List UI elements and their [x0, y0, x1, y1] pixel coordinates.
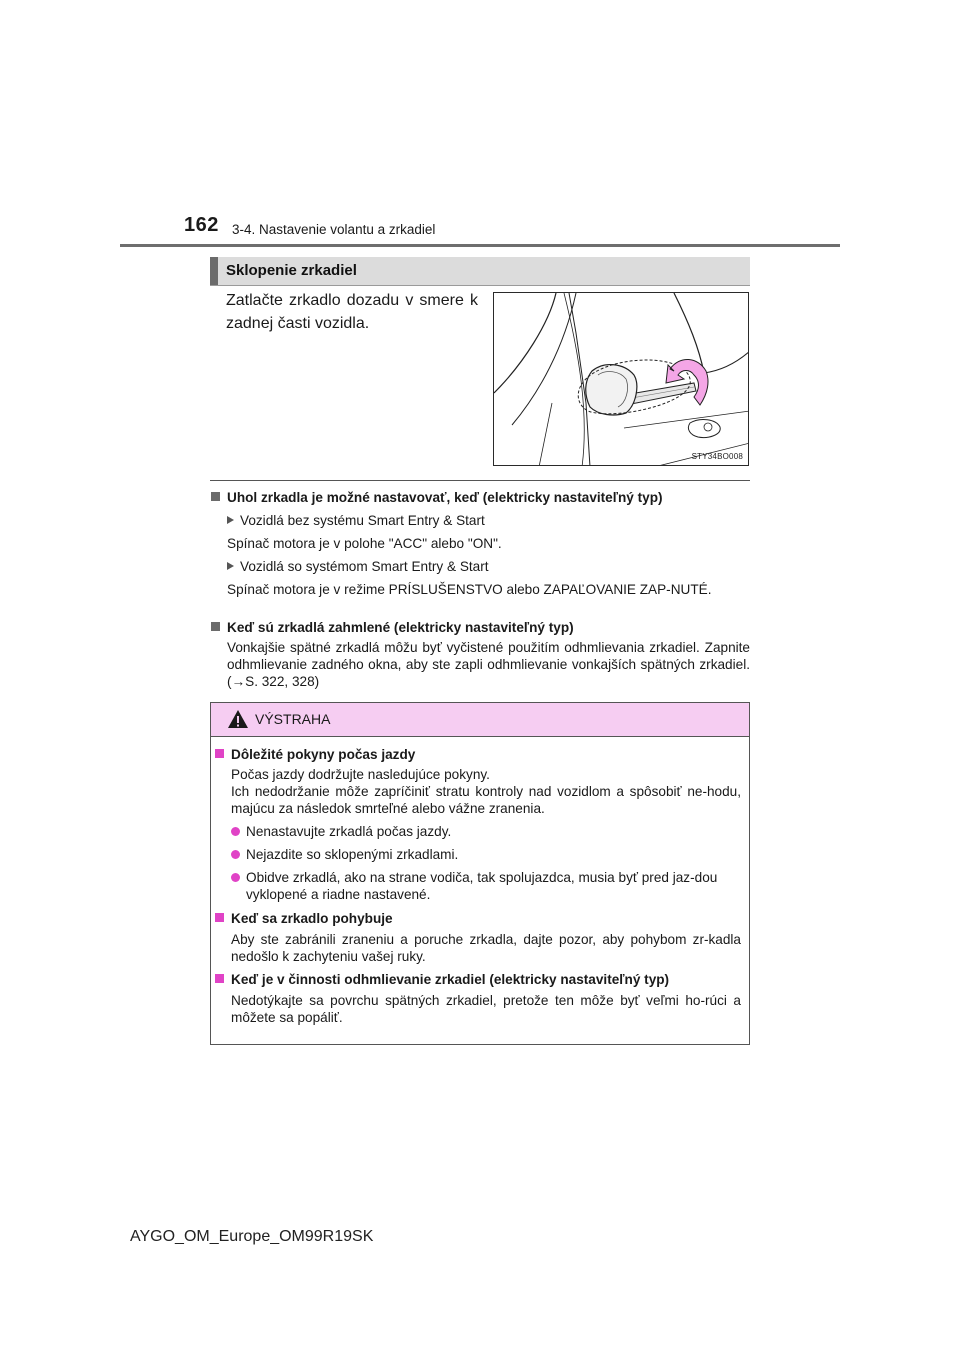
square-bullet-icon: [215, 749, 224, 758]
warning-section-defogger: [211, 971, 749, 1026]
square-bullet-icon: [215, 913, 224, 922]
bullet-text: Nejazdite so sklopenými zrkadlami.: [246, 847, 459, 862]
note-heading-text: Uhol zrkadla je možné nastavovať, keď (elektricky nastaviteľný typ): [227, 490, 663, 505]
page-number: 162: [184, 214, 219, 236]
condition-description: Spínač motora je v režime PRÍSLUŠENSTVO alebo ZAPAĽOVANIE ZAP-NUTÉ.: [227, 582, 712, 597]
note-body: Vonkajšie spätné zrkadlá môžu byť vyčistené použitím odhmlievania zrkadiel. Zapnite odhmlievanie zadného okna, aby ste zapli odhmlievanie vonkajších spätných zrkadiel. (→S. 322, 328): [227, 640, 750, 689]
note-mirror-adjustment: [210, 489, 750, 598]
warning-box: [210, 702, 750, 1045]
mirror-illustration-svg: [494, 293, 749, 466]
subsection-title: Sklopenie zrkadiel: [226, 262, 357, 279]
section-separator: [210, 480, 750, 481]
warning-heading-text: Keď je v činnosti odhmlievanie zrkadiel (elektricky nastaviteľný typ): [231, 972, 670, 987]
warning-bullet: [231, 869, 741, 903]
warning-section-moving: [211, 910, 749, 965]
note-heading: [210, 489, 750, 506]
mirror-fold-illustration: [493, 292, 749, 466]
bullet-text: Obidve zrkadlá, ako na strane vodiča, tak spolujazdca, musia byť pred jaz-dou vyklopené a riadne nastavené.: [246, 870, 718, 902]
condition-item: [227, 512, 750, 529]
warning-heading: [215, 971, 749, 988]
warning-heading: [215, 910, 749, 927]
warning-heading-text: Dôležité pokyny počas jazdy: [231, 747, 416, 762]
warning-text: Nedotýkajte sa povrchu spätných zrkadiel, pretože ten môže byť veľmi ho-rúci a môžete sa popáliť.: [231, 993, 741, 1025]
square-bullet-icon: [211, 492, 220, 501]
note-heading: [210, 619, 750, 636]
subsection-heading: [210, 257, 750, 285]
condition-text: Vozidlá so systémom Smart Entry & Start: [240, 559, 489, 574]
triangle-bullet-icon: [227, 562, 234, 570]
condition-text: Vozidlá bez systému Smart Entry & Start: [240, 513, 485, 528]
warning-section-driving: [211, 746, 749, 903]
warning-text: Aby ste zabránili zraneniu a poruche zrkadla, dajte pozor, aby pohybom zr-kadla nedošlo k zachyteniu vašej ruky.: [231, 932, 741, 964]
note-heading-text: Keď sú zrkadlá zahmlené (elektricky nastaviteľný typ): [227, 620, 574, 635]
figure-code: STY34BO008: [691, 452, 743, 461]
warning-bullet: [231, 823, 741, 840]
warning-label: VÝSTRAHA: [255, 711, 331, 727]
section-title: 3-4. Nastavenie volantu a zrkadiel: [232, 222, 436, 237]
round-bullet-icon: [231, 827, 240, 836]
round-bullet-icon: [231, 850, 240, 859]
document-id: AYGO_OM_Europe_OM99R19SK: [130, 1228, 374, 1245]
warning-triangle-icon: [227, 709, 249, 729]
square-bullet-icon: [211, 622, 220, 631]
warning-header: [211, 703, 749, 737]
warning-text: Počas jazdy dodržujte nasledujúce pokyny.: [231, 767, 490, 782]
heading-underline: [210, 285, 750, 286]
instruction-text: Zatlačte zrkadlo dozadu v smere k zadnej časti vozidla.: [226, 292, 478, 332]
triangle-bullet-icon: [227, 516, 234, 524]
warning-heading-text: Keď sa zrkadlo pohybuje: [231, 911, 393, 926]
bullet-text: Nenastavujte zrkadlá počas jazdy.: [246, 824, 452, 839]
condition-description: Spínač motora je v polohe "ACC" alebo "ON".: [227, 536, 502, 551]
warning-heading: [215, 746, 749, 763]
square-bullet-icon: [215, 974, 224, 983]
note-mirror-defogger: [210, 619, 750, 690]
heading-marker: [210, 257, 218, 285]
condition-item: [227, 558, 750, 575]
round-bullet-icon: [231, 873, 240, 882]
warning-bullet: [231, 846, 741, 863]
warning-text: Ich nedodržanie môže zapríčiniť stratu kontroly nad vozidlom a spôsobiť ne-hodu, majúcu za následok smrteľné alebo vážne zranenia.: [231, 784, 741, 816]
header-rule: [120, 244, 840, 247]
